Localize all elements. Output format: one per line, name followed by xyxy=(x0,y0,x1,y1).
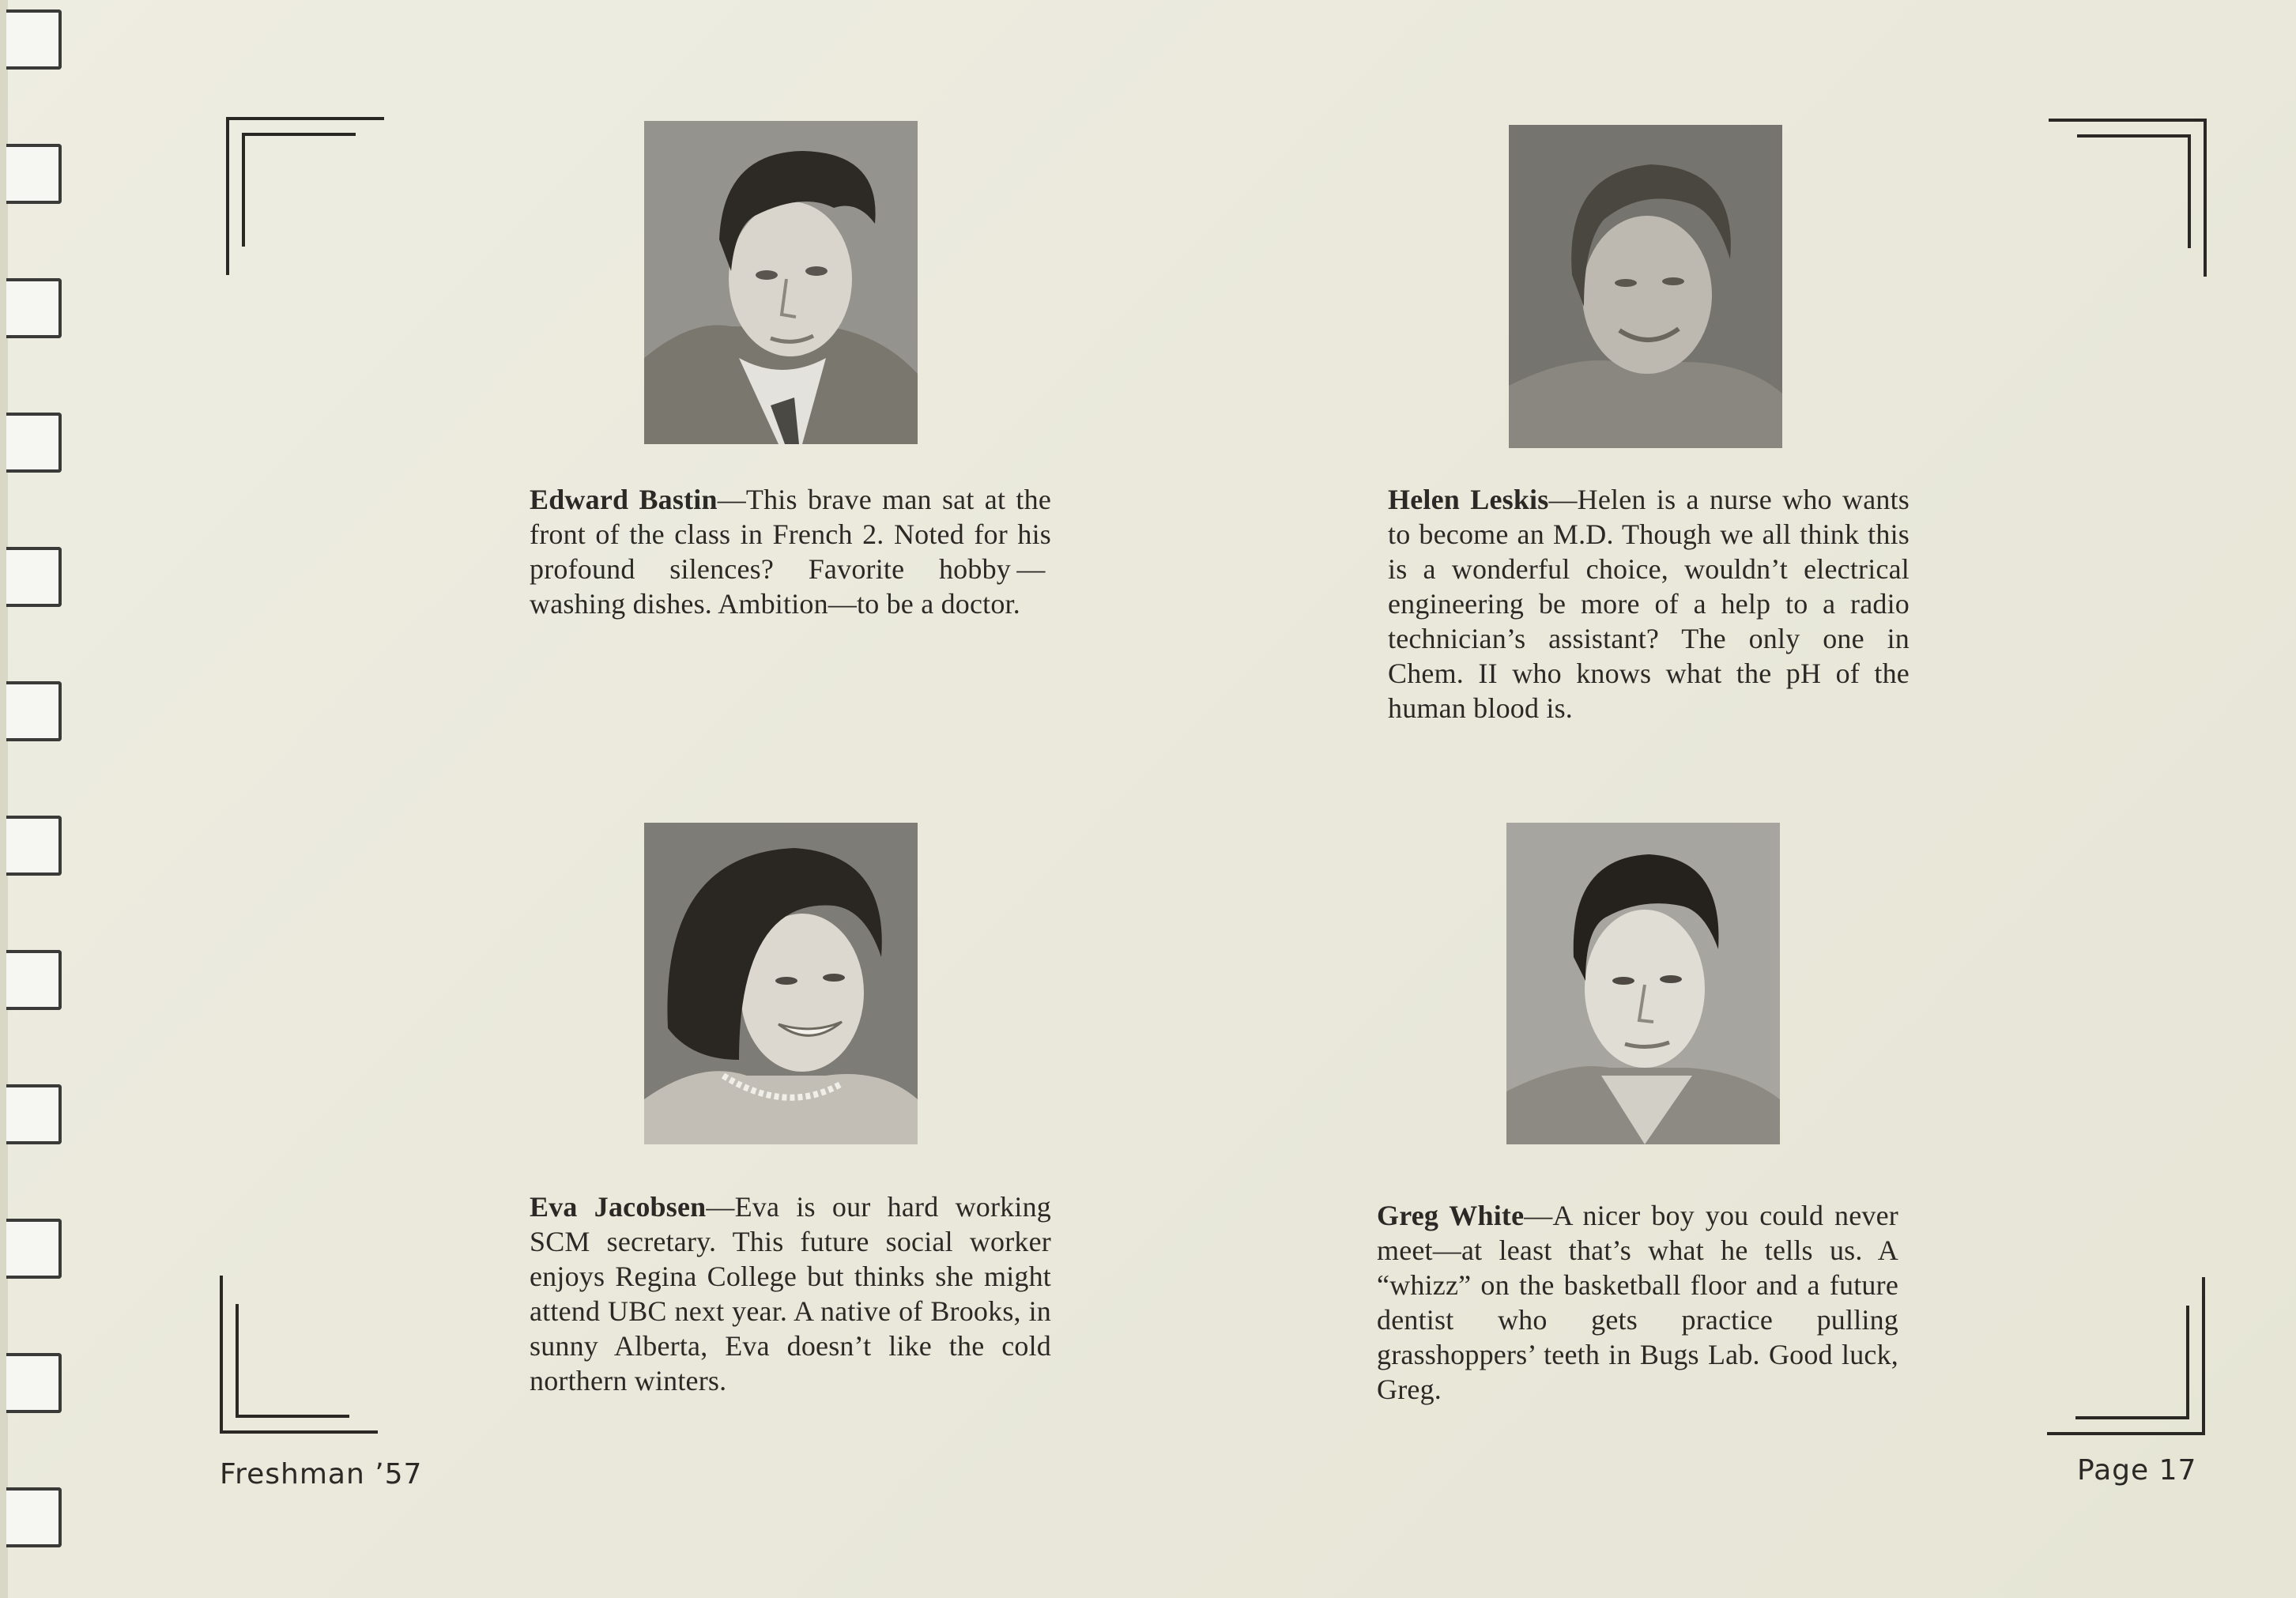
caption-greg-white xyxy=(1377,1198,1898,1407)
binding-ring xyxy=(6,681,62,741)
corner-bracket-bottom-left-inner xyxy=(236,1304,349,1418)
binding-ring xyxy=(6,816,62,876)
portrait-photo-helen-leskis xyxy=(1509,125,1782,448)
corner-bracket-top-right-inner xyxy=(2077,134,2191,248)
binding-ring xyxy=(6,547,62,607)
caption-helen-leskis xyxy=(1388,482,1910,726)
spiral-binding xyxy=(0,0,47,1598)
student-name: Greg White xyxy=(1377,1200,1525,1231)
student-description: —Eva is our hard working SCM secretary. This future social worker enjoys Regina College but thinks she might attend UBC next year. A native of Brooks, in sunny Alberta, Eva doesn’t like the cold northern winters. xyxy=(530,1191,1051,1396)
binding-ring xyxy=(6,1487,62,1547)
student-description: —A nicer boy you could never meet—at least that’s what he tells us. A “whizz” on the basketball floor and a future dentist who gets practice pulling grasshoppers’ teeth in Bugs Lab. Good luck, Greg. xyxy=(1377,1200,1898,1405)
caption-eva-jacobsen xyxy=(530,1189,1051,1398)
caption-edward-bastin xyxy=(530,482,1051,621)
binding-ring xyxy=(6,1353,62,1413)
student-name: Edward Bastin xyxy=(530,484,718,515)
footer-left-label: Freshman ’57 xyxy=(220,1458,423,1491)
student-description: —This brave man sat at the front of the class in French 2. Noted for his profound silences? Favorite hobby — washing dishes. Ambition—to be a doctor. xyxy=(530,484,1051,620)
binding-ring xyxy=(6,1219,62,1279)
corner-bracket-bottom-right-inner xyxy=(2075,1306,2189,1419)
portrait-photo-eva-jacobsen xyxy=(644,823,918,1144)
binding-ring xyxy=(6,9,62,70)
binding-ring xyxy=(6,413,62,473)
student-name: Helen Leskis xyxy=(1388,484,1549,515)
page-number: Page 17 xyxy=(2077,1454,2197,1487)
binding-ring xyxy=(6,950,62,1010)
student-description: —Helen is a nurse who wants to become an M.D. Though we all think this is a wonderful choice, wouldn’t electrical engineering be more of a help to a radio technician’s assistant? The only one in Chem. II who knows what the pH of the human blood is. xyxy=(1388,484,1910,724)
binding-ring xyxy=(6,1084,62,1144)
corner-bracket-top-left-inner xyxy=(242,133,356,247)
portrait-photo-edward-bastin xyxy=(644,121,918,444)
binding-ring xyxy=(6,278,62,338)
student-name: Eva Jacobsen xyxy=(530,1191,707,1223)
portrait-photo-greg-white xyxy=(1506,823,1780,1144)
binding-ring xyxy=(6,144,62,204)
